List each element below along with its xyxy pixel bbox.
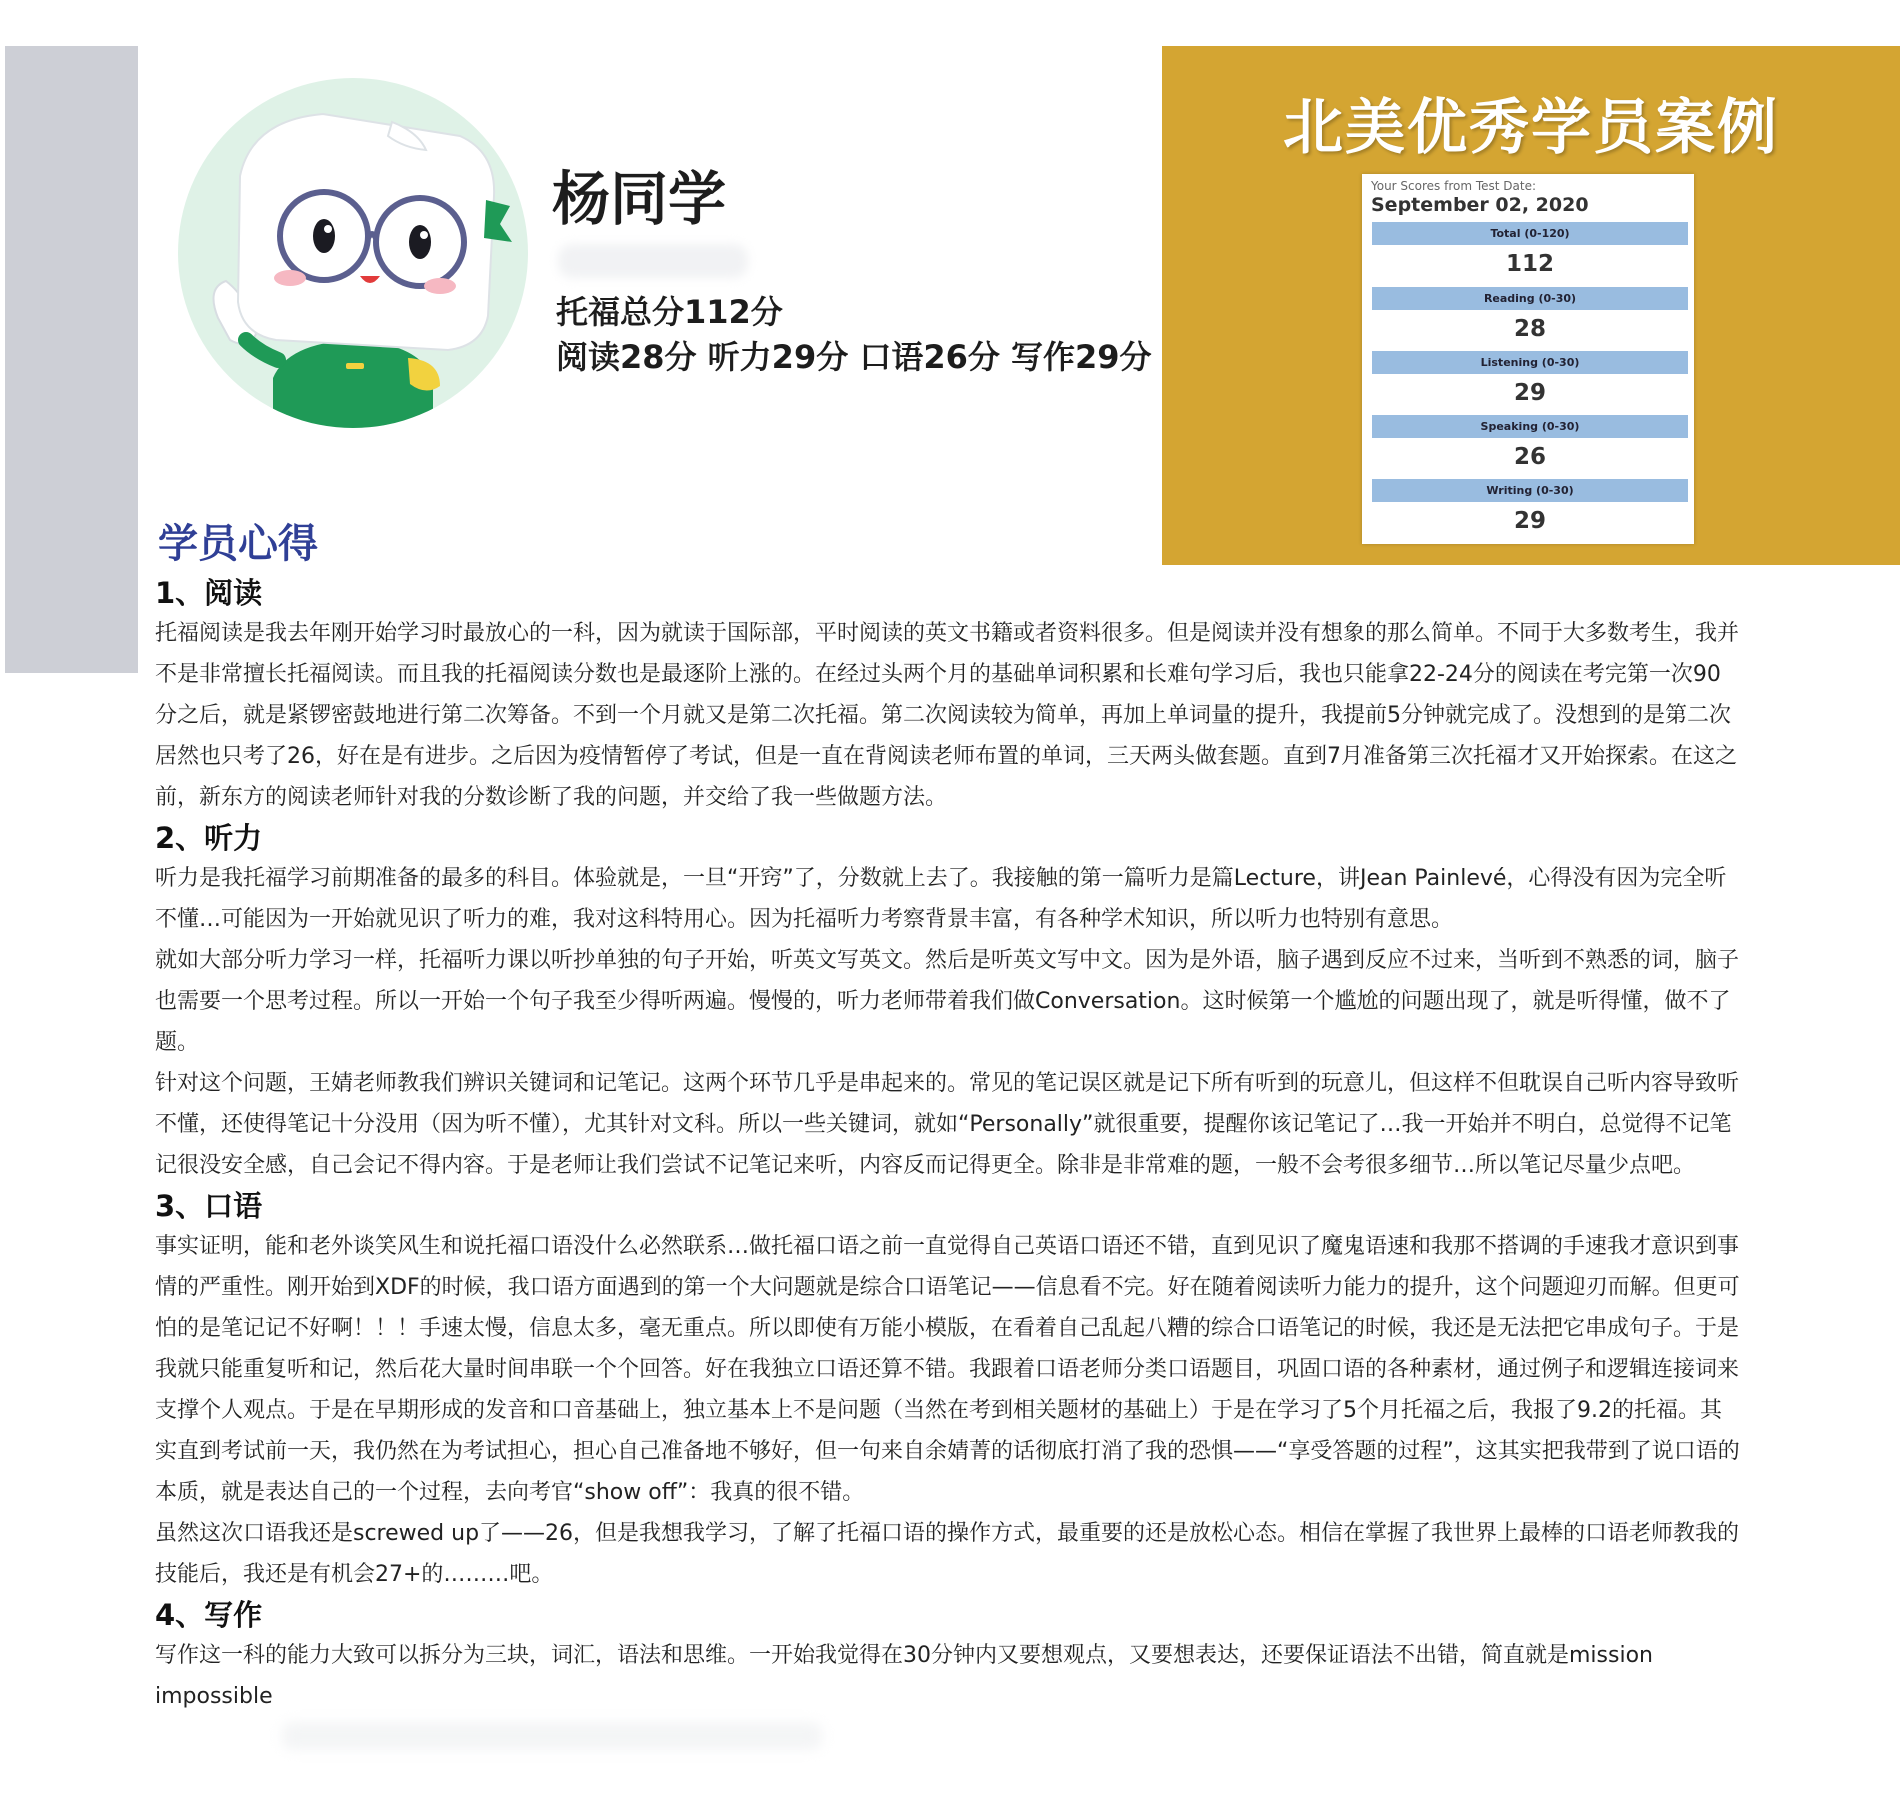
score-value: 112 bbox=[1505, 251, 1554, 277]
reading-heading: 1、阅读 bbox=[155, 576, 263, 610]
score-label: Writing (0-30) bbox=[1372, 479, 1688, 502]
case-banner bbox=[1162, 46, 1900, 565]
score-value: 29 bbox=[1513, 380, 1546, 406]
banner-title: 北美优秀学员案例 bbox=[1283, 93, 1779, 163]
section-scores-line: 阅读28分 听力29分 口语26分 写作29分 bbox=[556, 338, 1152, 376]
score-row-total bbox=[1372, 222, 1688, 284]
score-row-writing bbox=[1372, 479, 1688, 541]
reading-paragraph: 托福阅读是我去年刚开始学习时最放心的一科，因为就读于国际部，平时阅读的英文书籍或者资料很多。但是阅读并没有想象的那么简单。不同于大多数考生，我并不是非常擅长托福阅读。而且我的托福阅读分数也是最逐阶上涨的。在经过头两个月的基础单词积累和长难句学习后，我也只能拿22-24分的阅读在考完第一次90分之后，就是紧锣密鼓地进行第二次筹备。不到一个月就又是第二次托福。第二次阅读较为简单，再加上单词量的提升，我提前5分钟就完成了。没想到的是第二次居然也只考了26，好在是有进步。之后因为疫情暂停了考试，但是一直在背阅读老师布置的单词，三天两头做套题。直到7月准备第三次托福才又开始探索。在这之前，新东方的阅读老师针对我的分数诊断了我的问题，并交给了我一些做题方法。 bbox=[155, 621, 1740, 810]
toefl-score-report bbox=[1362, 174, 1694, 544]
score-row-listening bbox=[1372, 351, 1688, 413]
score-row-reading bbox=[1372, 287, 1688, 349]
blurred-text-fade bbox=[282, 1722, 822, 1750]
score-label: Reading (0-30) bbox=[1372, 287, 1688, 310]
speaking-paragraph: 虽然这次口语我还是screwed up了——26，但是我想我学习，了解了托福口语的操作方式，最重要的还是放松心态。相信在掌握了我世界上最棒的口语老师教我的技能后，我还是有机会27+的………吧。 bbox=[155, 1521, 1740, 1587]
score-label: Listening (0-30) bbox=[1372, 351, 1688, 374]
speaking-paragraph: 事实证明，能和老外谈笑风生和说托福口语没什么必然联系…做托福口语之前一直觉得自己英语口语还不错，直到见识了魔鬼语速和我那不搭调的手速我才意识到事情的严重性。刚开始到XDF的时候，我口语方面遇到的第一个大问题就是综合口语笔记——信息看不完。好在随着阅读听力能力的提升，这个问题迎刃而解。但更可怕的是笔记记不好啊！！！手速太慢，信息太多，毫无重点。所以即使有万能小模版，在看着自己乱起八糟的综合口语笔记的时候，我还是无法把它串成句子。于是我就只能重复听和记，然后花大量时间串联一个个回答。好在我独立口语还算不错。我跟着口语老师分类口语题目，巩固口语的各种素材，通过例子和逻辑连接词来支撑个人观点。于是在早期形成的发音和口音基础上，独立基本上不是问题（当然在考到相关题材的基础上）于是在学习了5个月托福之后，我报了9.2的托福。其实直到考试前一天，我仍然在为考试担心，担心自己准备地不够好，但一句来自余婧菁的话彻底打消了我的恐惧——“享受答题的过程”，这其实把我带到了说口语的本质，就是表达自己的一个过程，去向考官“show off”：我真的很不错。 bbox=[155, 1234, 1740, 1505]
listening-heading: 2、听力 bbox=[155, 821, 263, 855]
score-label: Speaking (0-30) bbox=[1372, 415, 1688, 438]
mascot-avatar bbox=[178, 78, 528, 428]
total-score-line: 托福总分112分 bbox=[556, 293, 783, 331]
experience-content bbox=[155, 573, 1740, 1717]
listening-paragraph: 听力是我托福学习前期准备的最多的科目。体验就是，一旦“开窍”了，分数就上去了。我接触的第一篇听力是篇Lecture，讲Jean Painlevé，心得没有因为完全听不懂…可能因为一开始就见识了听力的难，我对这科特用心。因为托福听力考察背景丰富，有各种学术知识，所以听力也特别有意思。 bbox=[155, 866, 1727, 932]
speaking-heading: 3、口语 bbox=[155, 1189, 263, 1223]
score-label: Total (0-120) bbox=[1372, 222, 1688, 245]
score-value: 29 bbox=[1513, 508, 1546, 534]
student-name: 杨同学 bbox=[552, 165, 727, 233]
writing-paragraph: 写作这一科的能力大致可以拆分为三块，词汇，语法和思维。一开始我觉得在30分钟内又要想观点，又要想表达，还要保证语法不出错，简直就是mission impossible bbox=[155, 1643, 1653, 1709]
score-row-speaking bbox=[1372, 415, 1688, 477]
score-value: 26 bbox=[1513, 444, 1546, 470]
writing-heading: 4、写作 bbox=[155, 1598, 263, 1632]
blurred-subtitle bbox=[558, 244, 748, 278]
decorative-side-bar bbox=[5, 46, 138, 673]
score-value: 28 bbox=[1513, 316, 1546, 342]
test-date: September 02, 2020 bbox=[1371, 194, 1589, 216]
section-title: 学员心得 bbox=[158, 521, 318, 567]
listening-paragraph: 就如大部分听力学习一样，托福听力课以听抄单独的句子开始，听英文写英文。然后是听英文写中文。因为是外语，脑子遇到反应不过来，当听到不熟悉的词，脑子也需要一个思考过程。所以一开始一个句子我至少得听两遍。慢慢的，听力老师带着我们做Conversation。这时候第一个尴尬的问题出现了，就是听得懂，做不了题。 bbox=[155, 948, 1740, 1055]
listening-paragraph: 针对这个问题，王婧老师教我们辨识关键词和记笔记。这两个环节几乎是串起来的。常见的笔记误区就是记下所有听到的玩意儿，但这样不但耽误自己听内容导致听不懂，还使得笔记十分没用（因为听不懂），尤其针对文科。所以一些关键词，就如“Personally”就很重要，提醒你该记笔记了…我一开始并不明白，总觉得不记笔记很没安全感，自己会记不得内容。于是老师让我们尝试不记笔记来听，内容反而记得更全。除非是非常难的题，一般不会考很多细节…所以笔记尽量少点吧。 bbox=[155, 1071, 1740, 1178]
score-report-caption: Your Scores from Test Date: bbox=[1371, 179, 1537, 193]
mascot-illustration bbox=[178, 78, 528, 428]
